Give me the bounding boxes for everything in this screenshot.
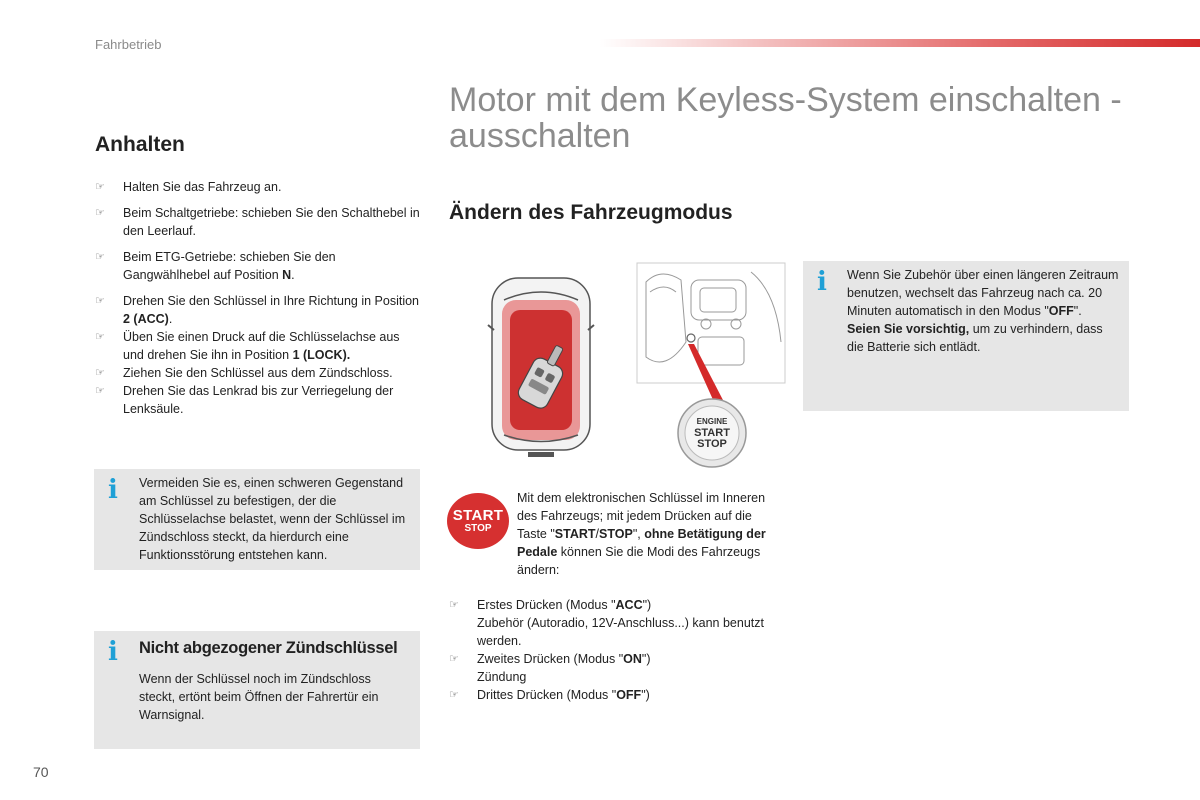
car-top-view-illustration	[486, 270, 596, 460]
info-icon: i	[817, 267, 827, 297]
info-text: Wenn der Schlüssel noch im Zündschloss steckt, ertönt beim Öffnen der Fahrertür ein Warnsignal.	[139, 672, 379, 722]
hand-pointer-icon: ☞	[95, 251, 105, 263]
info-text: Wenn Sie Zubehör über einen längeren Zeitraum benutzen, wechselt das Fahrzeug nach ca. 20 Minuten automatisch in den Modus "OFF". Seien Sie vorsichtig, um zu verhindern, dass die Batterie sich entlädt.	[847, 268, 1119, 354]
list-item: ☞ Drehen Sie den Schlüssel in Ihre Richtung in Position 2 (ACC).	[95, 294, 420, 326]
hand-pointer-icon: ☞	[95, 367, 105, 379]
start-badge-line1: START	[452, 507, 504, 524]
engine-btn-line3: STOP	[697, 438, 727, 450]
hand-pointer-icon: ☞	[95, 181, 105, 193]
mode-list	[449, 596, 779, 704]
start-badge-line2: STOP	[464, 523, 492, 534]
section-label: Fahrbetrieb	[95, 37, 162, 52]
aendern-heading: Ändern des Fahrzeugmodus	[449, 201, 733, 224]
info-box-title: Nicht abgezogener Zündschlüssel	[139, 639, 398, 657]
list-item: ☞ Üben Sie einen Druck auf die Schlüsselachse aus und drehen Sie ihn in Position 1 (LOCK).	[95, 330, 400, 362]
engine-btn-line1: ENGINE	[696, 417, 728, 426]
hand-pointer-icon: ☞	[449, 653, 459, 665]
list-item: ☞ Erstes Drücken (Modus "ACC") Zubehör (Autoradio, 12V-Anschluss...) kann benutzt werden.	[449, 598, 764, 648]
engine-start-stop-button-illustration	[676, 397, 748, 469]
engine-btn-line2: START	[694, 427, 730, 439]
hand-pointer-icon: ☞	[95, 207, 105, 219]
list-item: ☞ Halten Sie das Fahrzeug an.	[95, 180, 282, 194]
header-bar	[600, 39, 1200, 47]
info-box-vermeiden	[94, 469, 420, 570]
anhalten-list	[95, 178, 420, 418]
list-item: ☞ Zweites Drücken (Modus "ON") Zündung	[449, 652, 651, 684]
list-item: ☞ Drehen Sie das Lenkrad bis zur Verriegelung der Lenksäule.	[95, 384, 394, 416]
dashboard-illustration	[636, 262, 786, 402]
hand-pointer-icon: ☞	[95, 385, 105, 397]
list-item: ☞ Drittes Drücken (Modus "OFF")	[449, 688, 650, 702]
page-title: Motor mit dem Keyless-System einschalten - ausschalten	[449, 81, 1122, 155]
info-box-zuendschluessel	[94, 631, 420, 749]
start-stop-description: Mit dem elektronischen Schlüssel im Inneren des Fahrzeugs; mit jedem Drücken auf die Taste "START/STOP", ohne Betätigung der Pedale können Sie die Modi des Fahrzeugs ändern:	[517, 491, 766, 577]
hand-pointer-icon: ☞	[449, 599, 459, 611]
hand-pointer-icon: ☞	[95, 295, 105, 307]
list-item: ☞ Beim ETG-Getriebe: schieben Sie den Gangwählhebel auf Position N.	[95, 250, 336, 282]
info-text: Vermeiden Sie es, einen schweren Gegenstand am Schlüssel zu befestigen, der die Schlüsselachse belastet, wenn der Schlüssel im Zündschloss steckt, da hierdurch eine Funktionsstörung entstehen kann.	[139, 476, 406, 562]
hand-pointer-icon: ☞	[449, 689, 459, 701]
page-number: 70	[33, 764, 49, 780]
info-box-zubehoer	[803, 261, 1129, 411]
start-stop-badge-icon	[447, 493, 509, 549]
anhalten-heading: Anhalten	[95, 133, 185, 156]
list-item: ☞ Ziehen Sie den Schlüssel aus dem Zündschloss.	[95, 366, 393, 380]
hand-pointer-icon: ☞	[95, 331, 105, 343]
info-icon: i	[108, 637, 118, 667]
list-item: ☞ Beim Schaltgetriebe: schieben Sie den Schalthebel in den Leerlauf.	[95, 206, 420, 238]
info-icon: i	[108, 475, 118, 505]
